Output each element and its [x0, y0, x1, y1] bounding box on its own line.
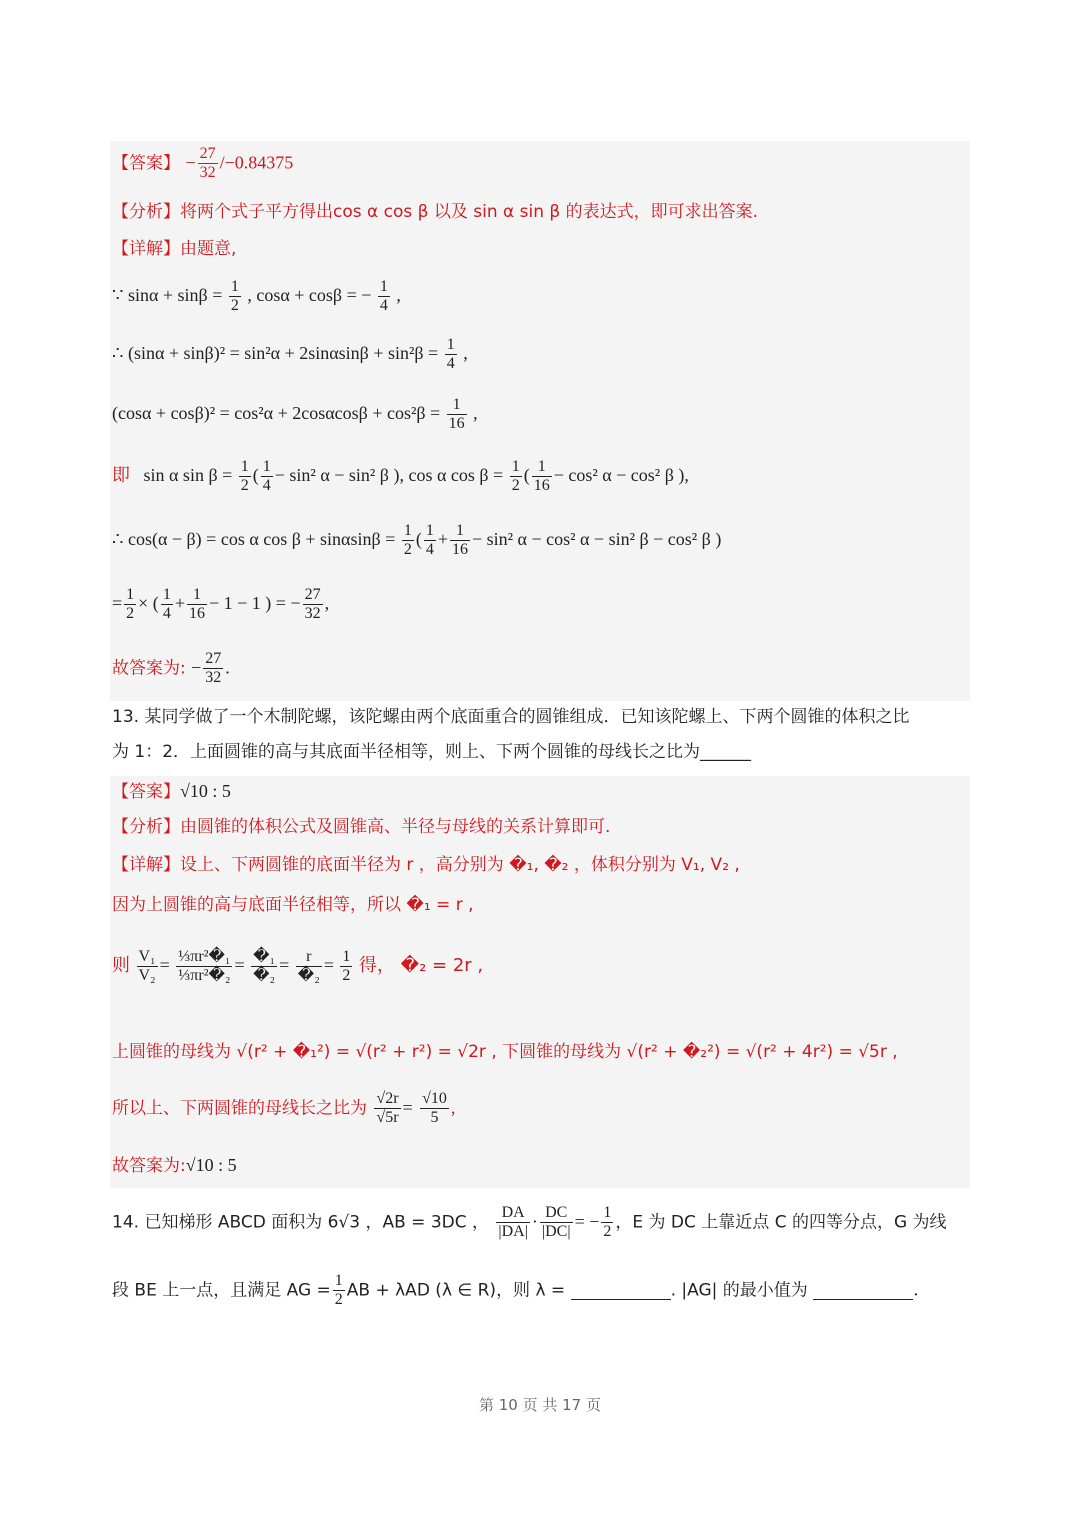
q12-final-answer: 故答案为: − $\frac{27}{32}$ . — [112, 650, 230, 687]
q13-step-3: 则 $\frac{\text{V₁}}{\text{V₂}}$ = $\frac{\text{⅓πr²�₁}}{\text{⅓πr²�₂}}$ = $\frac{\text{�₁}}{\text{�₂}}$ = $\frac{r}{\text{�₂}}$ = $\frac{1}{2}$ 得， �₂ = 2r , — [112, 948, 484, 985]
page-footer: 第 10 页 共 17 页 — [478, 1396, 601, 1414]
q12-detail: 【详解】由题意, — [112, 239, 237, 259]
q12-step-1: ∵ sinα + sinβ = $\frac{1}{2}$ , cosα + cosβ = − $\frac{1}{4}$ , — [112, 278, 401, 315]
q13-stem-line-2: 为 1：2．上面圆锥的高与其底面半径相等，则上、下两个圆锥的母线长之比为______ — [112, 742, 752, 762]
q12-analysis: 【分析】将两个式子平方得出cos α cos β 以及 sin α sin β 的表达式，即可求出答案. — [112, 202, 759, 222]
q12-step-3: (cosα + cosβ)² = cos²α + 2cosαcosβ + cos²β = $\frac{1}{16}$ , — [112, 396, 478, 433]
q13-detail: 【详解】设上、下两圆锥的底面半径为 r ，高分别为 �₁, �₂ ，体积分别为 V₁, V₂ , — [112, 855, 740, 875]
q13-stem-line-1: 13. 某同学做了一个木制陀螺，该陀螺由两个底面重合的圆锥组成．已知该陀螺上、下两个圆锥的体积之比 — [112, 707, 910, 727]
q12-step-6: = $\frac{1}{2}$ × ( $\frac{1}{4}$ + $\frac{1}{16}$ − 1 − 1 ) = − $\frac{27}{32}$ , — [112, 586, 330, 623]
q13-analysis: 【分析】由圆锥的体积公式及圆锥高、半径与母线的关系计算即可. — [112, 817, 611, 837]
q12-step-2: ∴ (sinα + sinβ)² = sin²α + 2sinαsinβ + sin²β = $\frac{1}{4}$ , — [112, 336, 468, 373]
lambda-answer-blank[interactable] — [571, 1282, 671, 1300]
q13-final-answer: 故答案为:√10 : 5 — [112, 1155, 237, 1176]
q13-answer: 【答案】√10 : 5 — [112, 781, 231, 802]
q12-answer: 【答案】 − $\frac{27}{32}$ /−0.84375 — [112, 145, 294, 182]
q14-stem-line-2: 段 BE 上一点，且满足 AG = $\frac{1}{2}$ AB + λAD (λ ∈ R)，则 λ = . |AG| 的最小值为 . — [112, 1272, 919, 1309]
q13-step-4: 上圆锥的母线为 √(r² + �₁²) = √(r² + r²) = √2r , 下圆锥的母线为 √(r² + �₂²) = √(r² + 4r²) = √5r , — [112, 1042, 898, 1062]
q13-step-2: 因为上圆锥的高与底面半径相等，所以 �₁ = r , — [112, 895, 474, 915]
q12-step-4: 即 sin α sin β = $\frac{1}{2}$ ( $\frac{1}{4}$ − sin² α − sin² β ), cos α cos β = $\frac{1}{2}$ ( $\frac{1}{16}$ − cos² α − cos² β ), — [112, 458, 689, 495]
q12-step-5: ∴ cos(α − β) = cos α cos β + sinαsinβ = $\frac{1}{2}$ ( $\frac{1}{4}$ + $\frac{1}{16}$ − sin² α − cos² α − sin² β − cos² β ) — [112, 522, 722, 559]
q14-stem-line-1: 14. 已知梯形 ABCD 面积为 6√3 ，AB = 3DC ， $\frac{DA}{|DA|}$ · $\frac{DC}{|DC|}$ = − $\frac{1}{2}$ ，E 为 DC 上靠近点 C 的四等分点，G 为线 — [112, 1204, 947, 1241]
q13-step-5: 所以上、下两圆锥的母线长之比为 $\frac{√2r}{√5r}$ = $\frac{√10}{5}$ , — [112, 1090, 456, 1127]
min-ag-answer-blank[interactable] — [813, 1282, 913, 1300]
